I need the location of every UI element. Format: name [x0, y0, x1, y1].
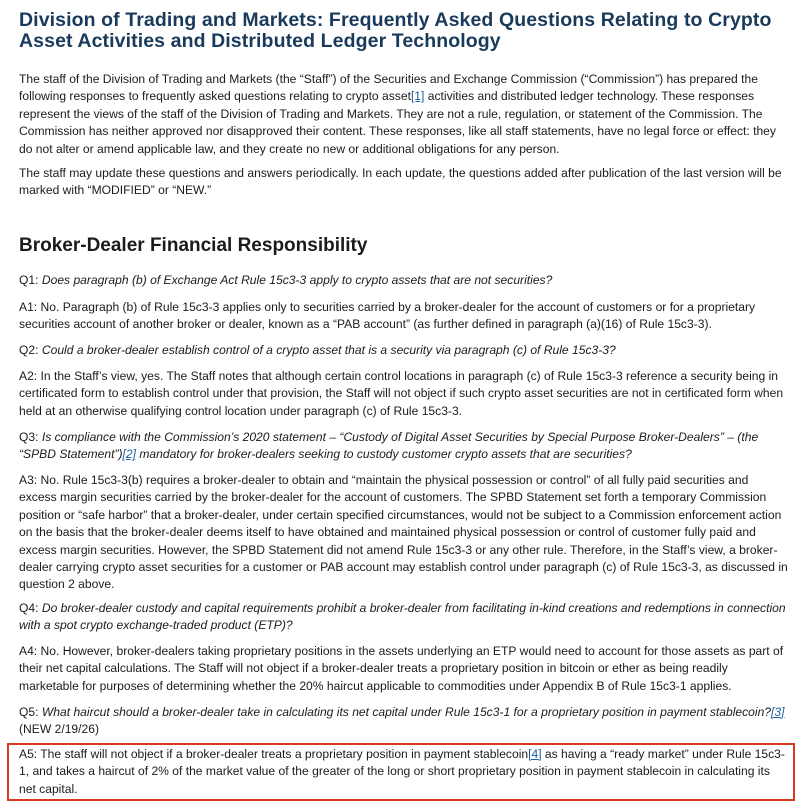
- page-title: Division of Trading and Markets: Frequently Asked Questions Relating to Crypto Asset Activities and Distributed Ledger Technology: [19, 9, 772, 52]
- answer-4: A4: No. However, broker-dealers taking proprietary positions in the assets underlying an ETP would need to account for those assets as part of their net capital calculations. The Staff will not object if a broker-dealer treats a proprietary position in bitcoin or ether as being readily marketable for purposes of determining whether the 20% haircut applicable to commodities under Appendix B of Rule 15c3-1 applies.: [19, 644, 784, 693]
- question-label: Q3:: [19, 430, 42, 444]
- section-heading: Broker-Dealer Financial Responsibility: [19, 235, 368, 256]
- question-2: [19, 342, 789, 359]
- footnote-link-1[interactable]: [1]: [410, 89, 425, 104]
- footnote-link-2[interactable]: [2]: [122, 447, 136, 462]
- footnote-link-4[interactable]: [4]: [528, 747, 542, 761]
- answer-text-b: as having a “ready market” under Rule 15c3-1, and takes a haircut of 2% of the market value of the greater of the long or short proprietary position in payment stablecoin in calculating its net capital.: [19, 747, 785, 796]
- question-label: Q1:: [19, 273, 42, 287]
- answer-text-a: A5: The staff will not object if a broker-dealer treats a proprietary position in payment stablecoin: [19, 747, 529, 761]
- intro-paragraph-1: [19, 71, 789, 158]
- intro-text-b: activities and distributed ledger technology. These responses represent the views of the staff of the Division of Trading and Markets. They are not a rule, regulation, or statement of the Commission. The Commission has neither approved nor disapproved their content. These responses, like all staff statements, have no legal force or effect: they do not alter or amend applicable law, and they create no new or additional obligations for any person.: [19, 89, 776, 156]
- question-4: [19, 600, 789, 635]
- question-text: Do broker-dealer custody and capital requirements prohibit a broker-dealer from facilitating in-kind creations and redemptions in connection with a spot crypto exchange-traded product (ETP)?: [19, 601, 786, 633]
- intro-paragraph-2: The staff may update these questions and answers periodically. In each update, the questions added after publication of the last version will be marked with “MODIFIED” or “NEW.”: [19, 166, 782, 198]
- question-3: [19, 429, 789, 464]
- question-text: What haircut should a broker-dealer take in calculating its net capital under Rule 15c3-1 for a proprietary position in payment stablecoin?: [41, 705, 772, 719]
- question-label: Q4:: [19, 601, 42, 615]
- answer-1: A1: No. Paragraph (b) of Rule 15c3-3 applies only to securities carried by a broker-dealer for the account of customers or for a proprietary securities account of another broker or dealer, known as a “PAB account” (as further defined in paragraph (a)(16) of Rule 15c3-3).: [19, 300, 756, 332]
- question-text: Is compliance with the Commission’s 2020 statement – “Custody of Digital Asset Securities by Special Purpose Broker-Dealers” – (the “SPBD Statement”): [19, 430, 759, 462]
- new-badge: (NEW 2/19/26): [19, 722, 99, 737]
- question-text-cont: mandatory for broker-dealers seeking to custody customer crypto assets that are securities?: [135, 447, 632, 462]
- question-label: Q2:: [19, 343, 42, 357]
- answer-2: A2: In the Staff’s view, yes. The Staff notes that although certain control locations in paragraph (c) of Rule 15c3-3 reference a security being in certificated form to establish control under that provision, the Staff will not object if such crypto asset securities are not in certificated form when held at an otherwise qualifying control location under paragraph (c) of Rule 15c3-3.: [19, 369, 784, 418]
- question-5: [19, 704, 789, 739]
- answer-3: A3: No. Rule 15c3-3(b) requires a broker-dealer to obtain and “maintain the physical possession or control” of all fully paid securities and excess margin securities carried by the broker-dealer for the account of customers. The SPBD Statement set forth a temporary Commission position or “safe harbor” that a broker-dealer, under certain specified circumstances, would not be subject to a Commission enforcement action on the basis that the broker-dealer deems itself to have obtained and maintained physical possession or control of customer fully paid and excess margin securities. However, the SPBD Statement did not amend Rule 15c3-3 or any other rule. Therefore, in the Staff’s view, a broker-dealer carrying crypto asset securities for a customer or PAB account may establish control under paragraph (c) of Rule 15c3-3, as discussed in question 2 above.: [19, 473, 788, 592]
- question-text: Does paragraph (b) of Exchange Act Rule 15c3-3 apply to crypto assets that are not securities?: [41, 273, 553, 287]
- footnote-link-3[interactable]: [3]: [771, 705, 785, 719]
- answer-5: [19, 746, 789, 798]
- intro-text-a: The staff of the Division of Trading and Markets (the “Staff”) of the Securities and Exchange Commission (“Commission”) has prepared the following responses to frequently asked questions relating to crypto asset: [19, 72, 758, 104]
- question-label: Q5:: [19, 705, 42, 719]
- question-1: [19, 272, 789, 289]
- question-text: Could a broker-dealer establish control of a crypto asset that is a security via paragraph (c) of Rule 15c3-3?: [41, 343, 616, 357]
